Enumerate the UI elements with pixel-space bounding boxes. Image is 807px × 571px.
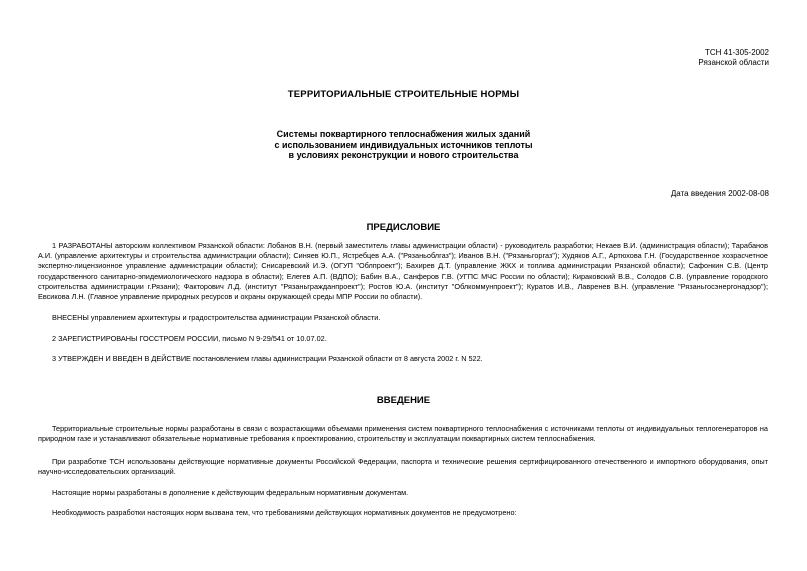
foreword-paragraph-registered: 2 ЗАРЕГИСТРИРОВАНЫ ГОССТРОЕМ РОССИИ, письмо N 9-29/541 от 10.07.02. bbox=[52, 334, 327, 343]
foreword-paragraph-submitted: ВНЕСЕНЫ управлением архитектуры и градостроительства администрации Рязанской области. bbox=[52, 313, 381, 322]
subtitle-line: в условиях реконструкции и нового строительства bbox=[288, 150, 519, 160]
introduction-paragraph-sources: При разработке ТСН использованы действующие нормативные документы Российской Федерации, паспорта и технические решения сертифицированного отечественного и импортного оборудования, опыт научно-исследовательских организаций. bbox=[38, 457, 768, 477]
introduction-paragraph-purpose: Территориальные строительные нормы разработаны в связи с возрастающими объемами применения систем поквартирного теплоснабжения с источниками теплоты от индивидуальных теплогенераторов на природном газе и устанавливают обязательные нормативные требования к проектированию, строительству и эксплуатации поквартирных систем теплоснабжения. bbox=[38, 424, 768, 444]
foreword-paragraph-approved: 3 УТВЕРЖДЕН И ВВЕДЕН В ДЕЙСТВИЕ постановлением главы администрации Рязанской области от 8 августа 2002 г. N 522. bbox=[52, 354, 483, 363]
introduction-heading: ВВЕДЕНИЕ bbox=[376, 395, 431, 406]
foreword-paragraph-developers: 1 РАЗРАБОТАНЫ авторским коллективом Рязанской области: Лобанов В.Н. (первый заместитель главы администрации области) - руководитель разработки; Некаев В.И. (администрация области); Тарабанов А.И. (управление архитектуры и строительства администрации области); Синяев Ю.П., Ястребцев А.А. ("Рязаньоблгаз"); Иванов В.Н. ("Рязаньгоргаз"); Худяков А.Г., Артюхова Г.Н. (Государственное хозрасчетное экспертно-лицензионное управление администрации области); Снисаревский И.Э. (ОГУП "Облпроект"); Бахирев Д.Т. (управление ЖКХ и топлива администрации Рязанской области); Сафонкин С.В. (Центр государственного санитарно-эпидемиологического надзора в области); Елегев А.П. (ВДПО); Бабин В.А., Санферов Г.В. (УГПС МЧС России по области); Кирaковский В.В., Солодов С.В. (управление городского строительства администрации г.Рязани); Факторович Л.Д. (институт "Рязаньгражданпроект"); Ростов Ю.А. (институт "Облкоммунпроект"); Куратов И.В., Лавренев В.Н. (управление "Рязаньгосэнергонадзор"); Евсикова Л.Н. (Главное управление природных ресурсов и охраны окружающей среды МПР России по области). bbox=[38, 241, 768, 302]
introduction-date: Дата введения 2002-08-08 bbox=[670, 189, 769, 198]
document-code-block bbox=[698, 48, 769, 68]
document-title: ТЕРРИТОРИАЛЬНЫЕ СТРОИТЕЛЬНЫЕ НОРМЫ bbox=[287, 89, 520, 100]
document-region: Рязанской области bbox=[698, 58, 769, 67]
introduction-paragraph-necessity: Необходимость разработки настоящих норм вызвана тем, что требованиями действующих нормативных документов не предусмотрено: bbox=[52, 508, 517, 517]
document-code: ТСН 41-305-2002 bbox=[704, 48, 769, 57]
introduction-paragraph-supplement: Настоящие нормы разработаны в дополнение к действующим федеральным нормативным документам. bbox=[52, 488, 409, 497]
subtitle-line: с использованием индивидуальных источников теплоты bbox=[274, 139, 533, 150]
foreword-heading: ПРЕДИСЛОВИЕ bbox=[366, 222, 441, 233]
subtitle-line: Системы поквартирного теплоснабжения жилых зданий bbox=[276, 129, 531, 139]
document-subtitle bbox=[0, 129, 807, 161]
